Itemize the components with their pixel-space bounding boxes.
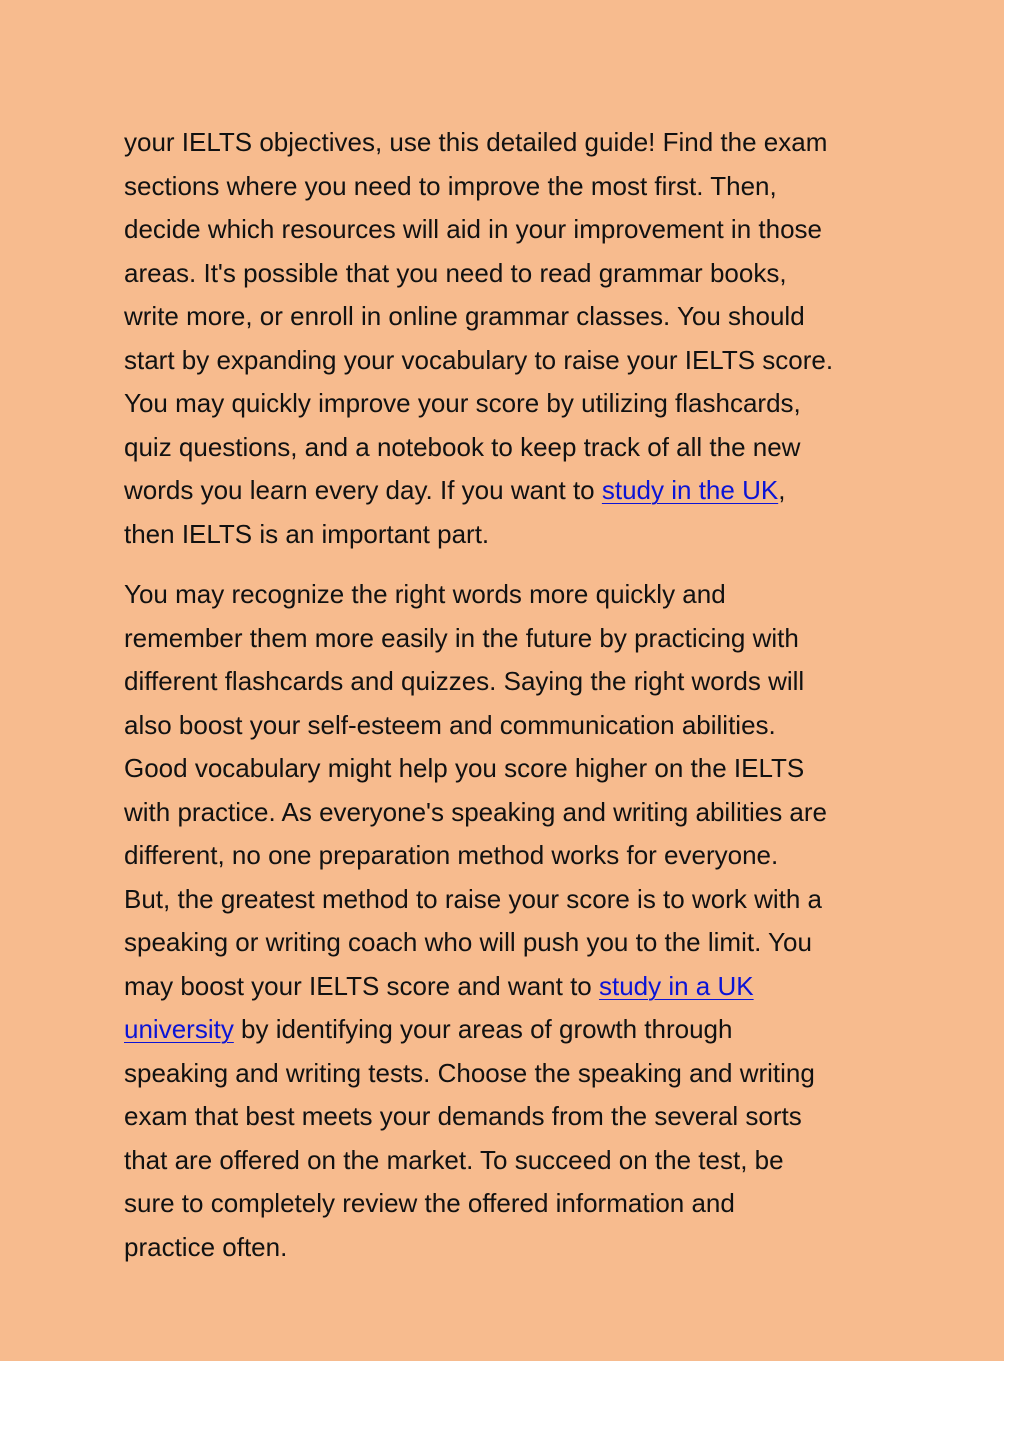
- text-line: different, no one preparation method works for everyone.: [124, 840, 779, 870]
- text-line: exam that best meets your demands from the several sorts: [124, 1101, 802, 1131]
- text-line: practice often.: [124, 1231, 288, 1262]
- paragraph-2: [124, 573, 914, 1269]
- text-line: quiz questions, and a notebook to keep track of all the new: [124, 431, 801, 462]
- text-line: start by expanding your vocabulary to raise your IELTS score.: [124, 344, 834, 375]
- text-line: remember them more easily in the future by practicing with: [124, 622, 799, 653]
- text-line: areas. It's possible that you need to read grammar books,: [124, 257, 787, 288]
- text-line: write more, or enroll in online grammar classes. You should: [124, 301, 805, 331]
- text-line: You may quickly improve your score by utilizing flashcards,: [124, 388, 801, 418]
- text-line: different flashcards and quizzes. Saying the right words will: [124, 666, 805, 696]
- text-line: with practice. As everyone's speaking and writing abilities are: [124, 796, 827, 827]
- text-line: speaking or writing coach who will push you to the limit. You: [124, 927, 812, 957]
- text-line: But, the greatest method to raise your score is to work with a: [124, 883, 822, 914]
- text-line: speaking and writing tests. Choose the speaking and writing: [124, 1057, 815, 1088]
- text-line-with-link: [124, 469, 914, 513]
- text-line: You may recognize the right words more quickly and: [124, 579, 726, 609]
- text-line: sections where you need to improve the most first. Then,: [124, 170, 777, 201]
- text-line-with-link: [124, 965, 914, 1009]
- text-line: that are offered on the market. To succeed on the test, be: [124, 1144, 784, 1175]
- text-line: your IELTS objectives, use this detailed guide! Find the exam: [124, 127, 828, 157]
- study-in-a-uk-university-link[interactable]: study in a UK: [598, 970, 754, 1001]
- text-line: also boost your self-esteem and communication abilities.: [124, 709, 776, 740]
- text-segment: words you learn every day. If you want to: [124, 475, 602, 505]
- paragraph-1: [124, 121, 914, 556]
- text-line: decide which resources will aid in your improvement in those: [124, 214, 822, 244]
- study-in-a-uk-university-link-continued[interactable]: university: [124, 1014, 234, 1044]
- text-segment: may boost your IELTS score and want to: [124, 970, 599, 1001]
- text-segment: by identifying your areas of growth through: [233, 1014, 733, 1044]
- study-in-the-uk-link[interactable]: study in the UK: [601, 475, 779, 505]
- text-line: then IELTS is an important part.: [124, 518, 490, 549]
- text-line: sure to completely review the offered information and: [124, 1188, 735, 1218]
- text-line-with-link: [124, 1008, 914, 1052]
- text-line: Good vocabulary might help you score higher on the IELTS: [124, 753, 805, 783]
- text-segment: ,: [778, 475, 786, 505]
- document-body: [124, 121, 914, 1286]
